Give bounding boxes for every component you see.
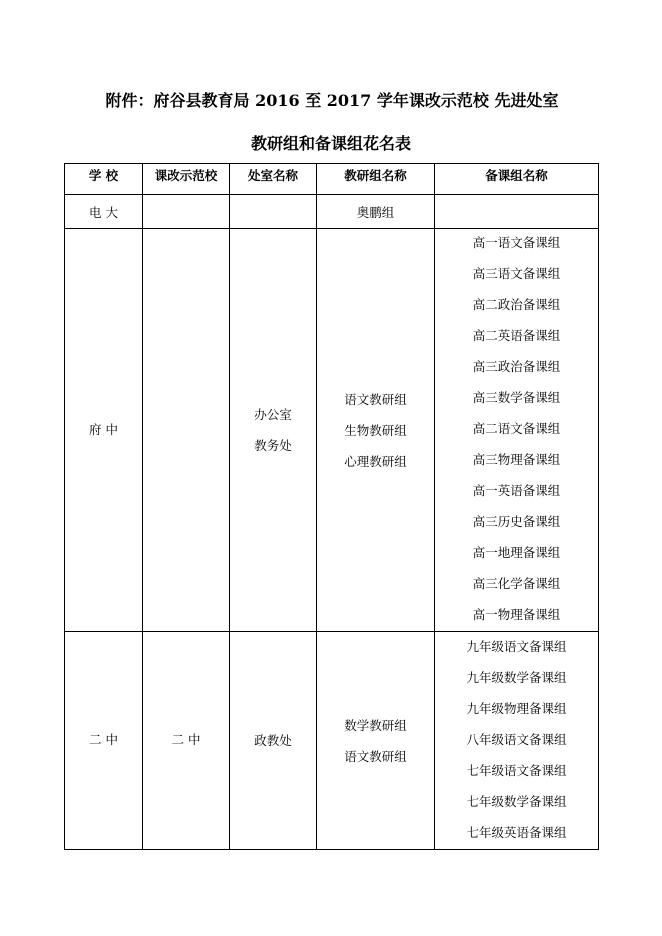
offices-cell <box>230 632 317 850</box>
school-name: 电 大 <box>89 205 118 221</box>
lesson-group-name: 九年级数学备课组 <box>466 670 567 685</box>
lesson-group-name: 高一英语备课组 <box>472 482 561 498</box>
lesson-groups-cell <box>435 632 599 850</box>
table-row <box>65 229 599 632</box>
offices-cell <box>230 195 317 229</box>
lesson-group-name: 高三化学备课组 <box>472 575 561 591</box>
header-model-school: 课改示范校 <box>143 164 230 195</box>
document-title-line2: 教研组和备课组花名表 <box>250 134 411 153</box>
school-cell <box>65 195 143 229</box>
school-cell <box>65 632 143 850</box>
table-row <box>65 632 599 850</box>
lesson-group-name: 九年级语文备课组 <box>466 639 567 654</box>
school-cell <box>65 229 143 632</box>
model-school-cell <box>143 229 230 632</box>
research-group-name: 数学教研组 <box>344 717 407 733</box>
lesson-group-name: 九年级物理备课组 <box>466 701 567 716</box>
lesson-group-name: 高三历史备课组 <box>472 513 561 529</box>
model-school-name <box>143 210 229 214</box>
header-research-group-name: 教研组名称 <box>317 164 435 195</box>
research-groups-cell <box>317 229 435 632</box>
table-header-row <box>65 164 599 195</box>
model-school-name: 二 中 <box>171 732 201 748</box>
school-name: 府 中 <box>89 421 118 437</box>
office-name: 教务处 <box>254 438 292 453</box>
header-school: 学 校 <box>65 164 143 195</box>
research-group-name: 生物教研组 <box>344 422 407 438</box>
lesson-group-name: 高三数学备课组 <box>472 389 561 405</box>
lesson-groups-cell <box>435 229 599 632</box>
header-lesson-group-name: 备课组名称 <box>435 164 599 195</box>
lesson-group-name: 高一物理备课组 <box>472 606 561 622</box>
lesson-group-name: 七年级语文备课组 <box>466 763 567 778</box>
lesson-group-name: 高一地理备课组 <box>472 544 561 560</box>
lesson-group-name: 八年级语文备课组 <box>466 732 567 747</box>
school-name: 二 中 <box>89 732 118 748</box>
research-groups-cell <box>317 195 435 229</box>
research-group-name: 语文教研组 <box>344 391 407 407</box>
lesson-group-name: 高三语文备课组 <box>472 265 561 281</box>
lesson-group-name: 高二语文备课组 <box>472 420 561 436</box>
lesson-groups-cell <box>435 195 599 229</box>
table-row <box>65 195 599 229</box>
roster-table <box>64 163 599 850</box>
offices-cell <box>230 229 317 632</box>
lesson-group-name: 高二英语备课组 <box>472 327 561 343</box>
model-school-cell <box>143 632 230 850</box>
header-office-name: 处室名称 <box>230 164 317 195</box>
research-group-name: 语文教研组 <box>344 748 407 764</box>
lesson-group-name: 高二政治备课组 <box>472 296 561 312</box>
lesson-group-name: 高一语文备课组 <box>472 234 561 250</box>
model-school-cell <box>143 195 230 229</box>
lesson-group-name: 七年级数学备课组 <box>466 794 567 809</box>
lesson-group-name: 七年级英语备课组 <box>466 825 567 840</box>
lesson-group-name: 高三政治备课组 <box>472 358 561 374</box>
research-group-name: 奥鹏组 <box>356 205 395 221</box>
research-groups-cell <box>317 632 435 850</box>
document-title-line1: 附件：府谷县教育局 2016 至 2017 学年课改示范校 先进处室 <box>105 91 559 110</box>
lesson-group-name: 高三物理备课组 <box>472 451 561 467</box>
office-name: 办公室 <box>254 407 292 422</box>
office-name: 政教处 <box>254 733 292 748</box>
research-group-name: 心理教研组 <box>344 453 407 469</box>
